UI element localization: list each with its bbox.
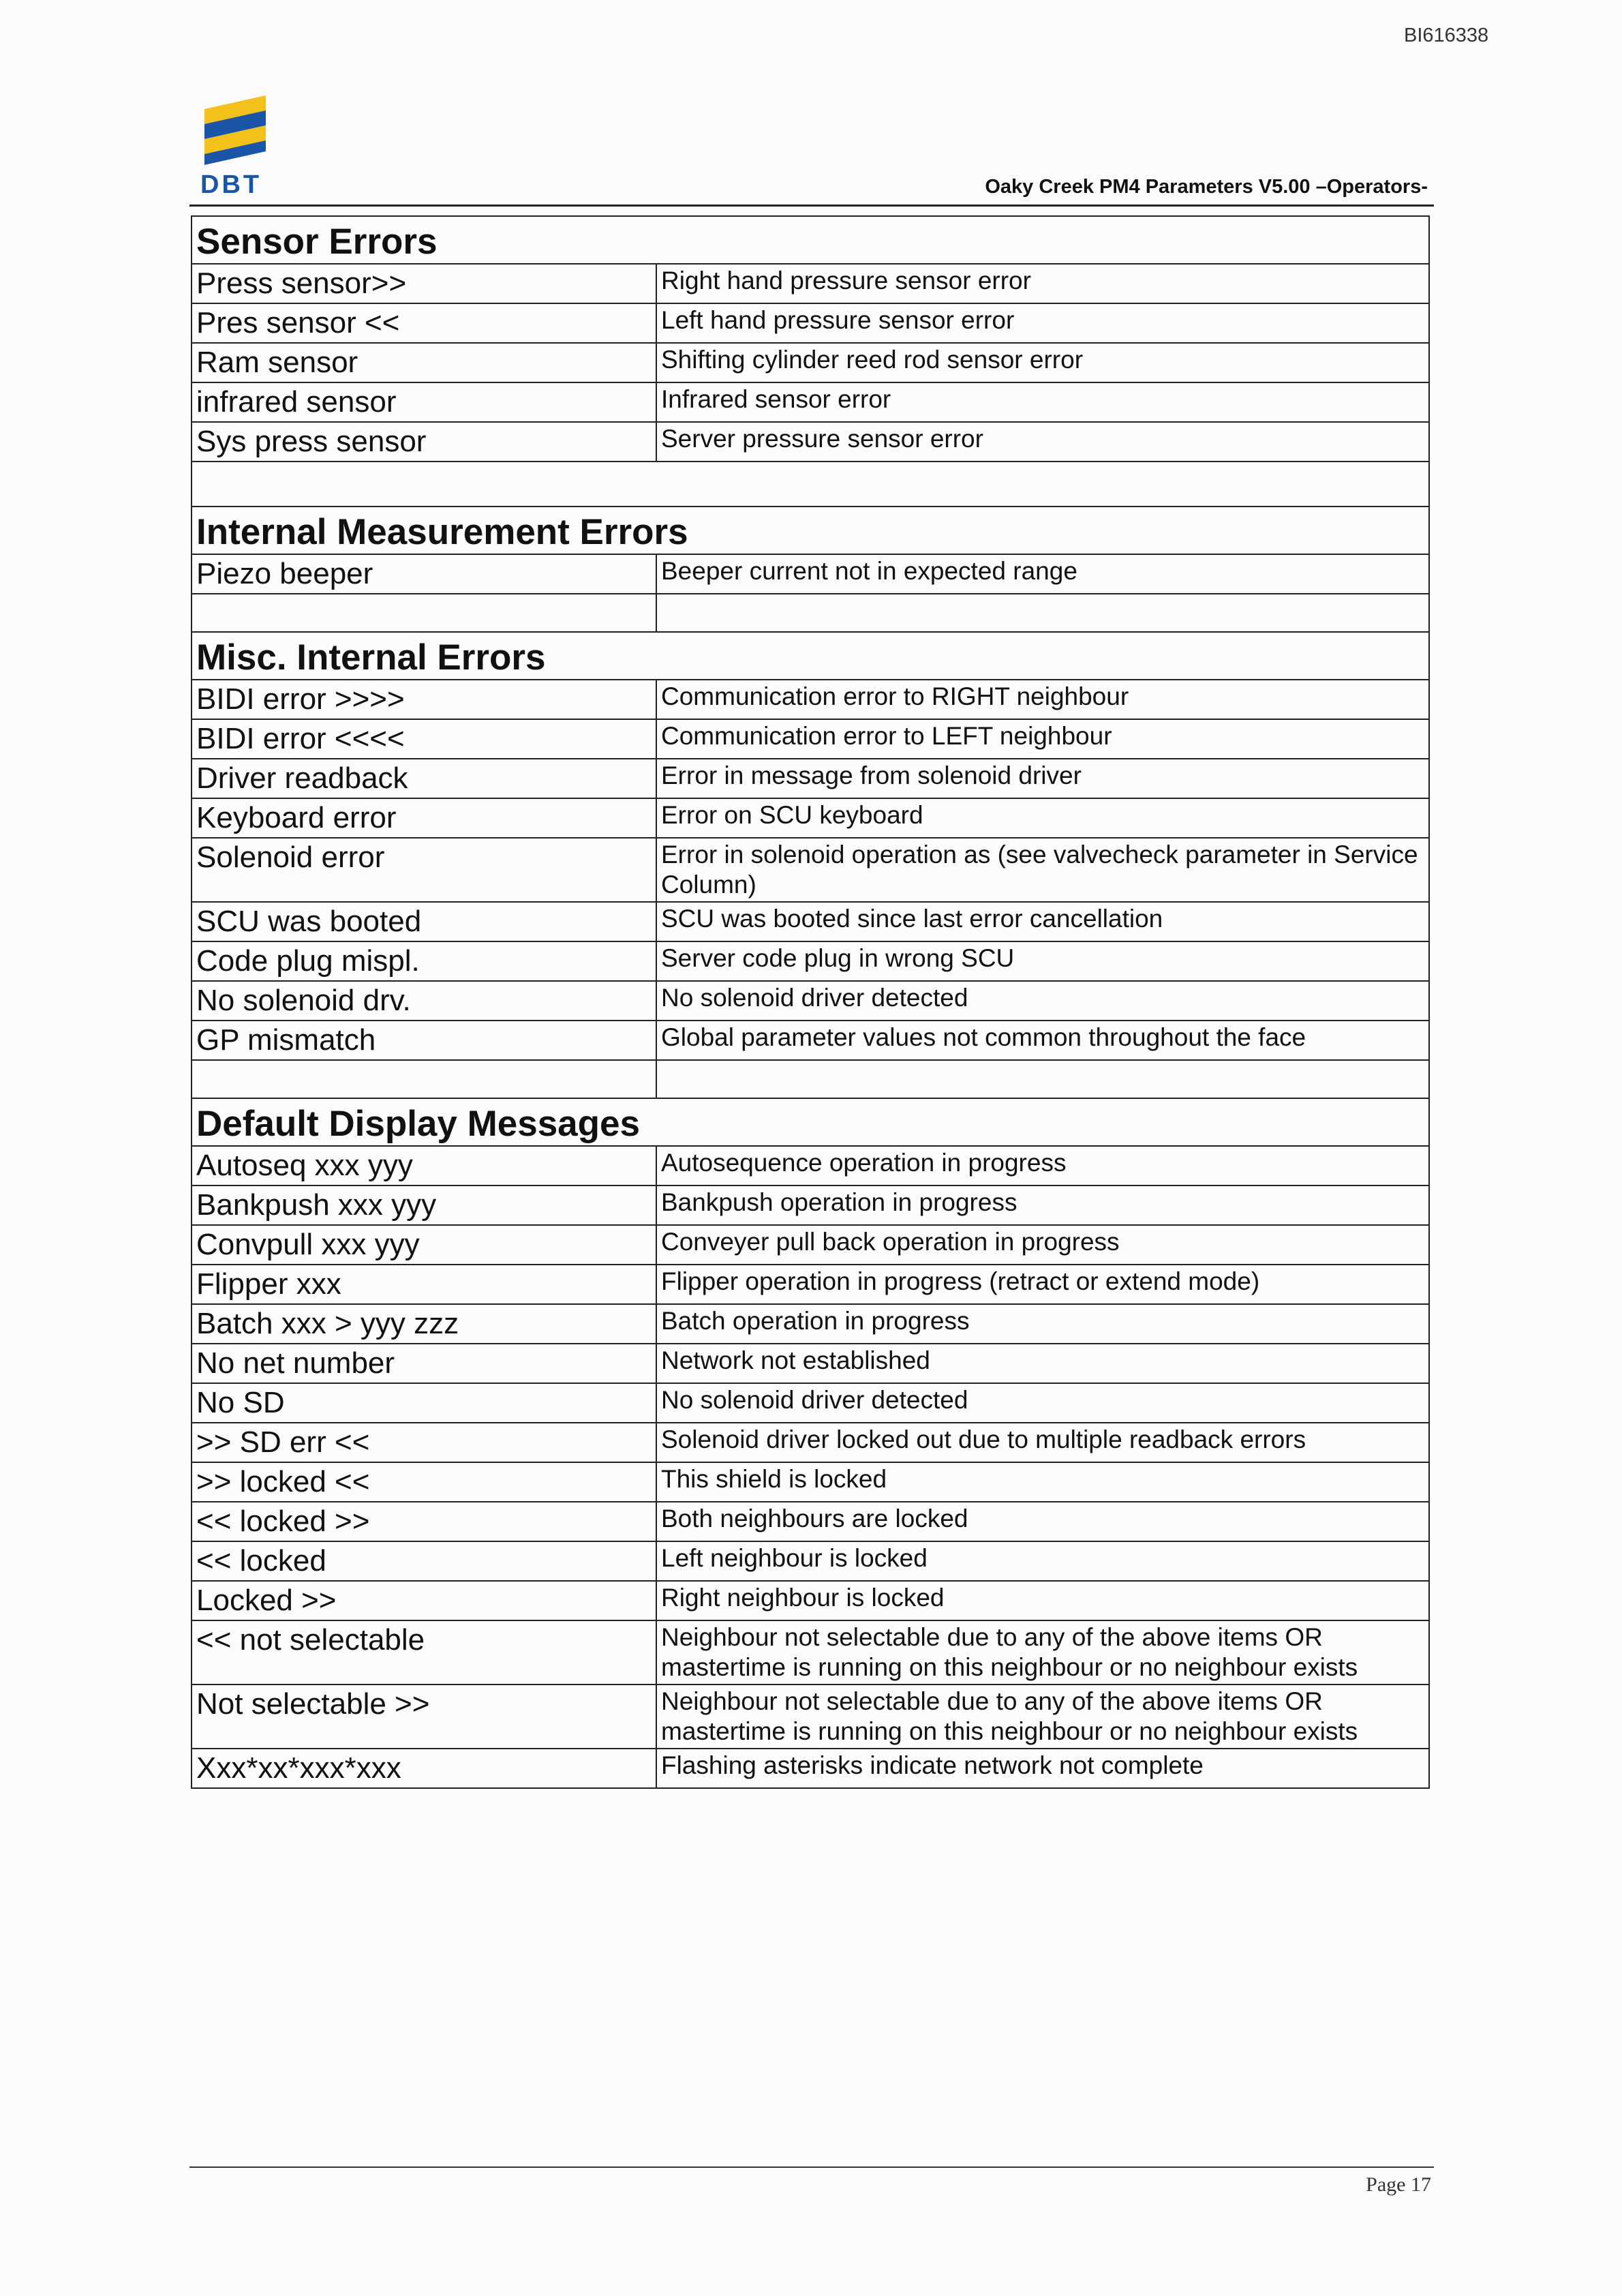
table-row bbox=[192, 1265, 1429, 1304]
message-description: Network not established bbox=[656, 1344, 1429, 1383]
message-description: Neighbour not selectable due to any of the above items OR mastertime is running on this neighbour or no neighbour exists bbox=[656, 1620, 1429, 1685]
message-description: Shifting cylinder reed rod sensor error bbox=[656, 343, 1429, 382]
message-key: Autoseq xxx yyy bbox=[192, 1146, 656, 1185]
table-row bbox=[192, 981, 1429, 1021]
message-key: << locked >> bbox=[192, 1502, 656, 1541]
spacer-row bbox=[192, 1060, 1429, 1098]
message-description: Error on SCU keyboard bbox=[656, 798, 1429, 838]
table-row bbox=[192, 1344, 1429, 1383]
message-description: Infrared sensor error bbox=[656, 382, 1429, 422]
message-description: No solenoid driver detected bbox=[656, 1383, 1429, 1423]
message-description: Communication error to RIGHT neighbour bbox=[656, 680, 1429, 719]
message-key: Flipper xxx bbox=[192, 1265, 656, 1304]
message-description: SCU was booted since last error cancellation bbox=[656, 902, 1429, 941]
message-key: SCU was booted bbox=[192, 902, 656, 941]
message-key: Code plug mispl. bbox=[192, 941, 656, 981]
message-key: Sys press sensor bbox=[192, 422, 656, 462]
message-description: Error in solenoid operation as (see valvecheck parameter in Service Column) bbox=[656, 838, 1429, 902]
section-title: Misc. Internal Errors bbox=[192, 632, 1429, 680]
spacer-cell bbox=[656, 1060, 1429, 1098]
message-description: Communication error to LEFT neighbour bbox=[656, 719, 1429, 759]
message-description: Bankpush operation in progress bbox=[656, 1185, 1429, 1225]
table-row bbox=[192, 343, 1429, 382]
table-row bbox=[192, 1146, 1429, 1185]
spacer-row bbox=[192, 594, 1429, 632]
table-row bbox=[192, 838, 1429, 902]
table-row bbox=[192, 1304, 1429, 1344]
section-header-row bbox=[192, 507, 1429, 554]
message-description: Server pressure sensor error bbox=[656, 422, 1429, 462]
table-row bbox=[192, 264, 1429, 303]
parameters-table bbox=[191, 215, 1430, 1789]
footer-rule bbox=[189, 2166, 1434, 2168]
table-row bbox=[192, 1620, 1429, 1685]
logo-text: DBT bbox=[200, 170, 262, 199]
message-key: Xxx*xx*xxx*xxx bbox=[192, 1749, 656, 1788]
spacer-cell bbox=[192, 1060, 656, 1098]
section-title: Internal Measurement Errors bbox=[192, 507, 1429, 554]
message-description: Right neighbour is locked bbox=[656, 1581, 1429, 1620]
message-description: Global parameter values not common throughout the face bbox=[656, 1021, 1429, 1060]
table-row bbox=[192, 554, 1429, 594]
message-description: Solenoid driver locked out due to multiple readback errors bbox=[656, 1423, 1429, 1462]
message-key: BIDI error <<<< bbox=[192, 719, 656, 759]
message-key: Batch xxx > yyy zzz bbox=[192, 1304, 656, 1344]
table-row bbox=[192, 1185, 1429, 1225]
table-row bbox=[192, 422, 1429, 462]
table-row bbox=[192, 1225, 1429, 1265]
table-row bbox=[192, 382, 1429, 422]
table-row bbox=[192, 798, 1429, 838]
spacer-cell bbox=[192, 462, 1429, 507]
table-row bbox=[192, 1021, 1429, 1060]
message-description: Flashing asterisks indicate network not complete bbox=[656, 1749, 1429, 1788]
section-header-row bbox=[192, 632, 1429, 680]
message-key: >> locked << bbox=[192, 1462, 656, 1502]
message-key: No SD bbox=[192, 1383, 656, 1423]
document-header: Oaky Creek PM4 Parameters V5.00 –Operators- bbox=[985, 176, 1428, 198]
message-key: << not selectable bbox=[192, 1620, 656, 1685]
spacer-row bbox=[192, 462, 1429, 507]
table-row bbox=[192, 1749, 1429, 1788]
message-description: Flipper operation in progress (retract or extend mode) bbox=[656, 1265, 1429, 1304]
page-number: Page 17 bbox=[1366, 2173, 1431, 2196]
document-id: BI616338 bbox=[1404, 25, 1489, 46]
table-row bbox=[192, 902, 1429, 941]
section-title: Default Display Messages bbox=[192, 1098, 1429, 1146]
table-row bbox=[192, 1502, 1429, 1541]
message-description: Batch operation in progress bbox=[656, 1304, 1429, 1344]
message-description: Both neighbours are locked bbox=[656, 1502, 1429, 1541]
table-row bbox=[192, 941, 1429, 981]
message-key: >> SD err << bbox=[192, 1423, 656, 1462]
message-key: Not selectable >> bbox=[192, 1685, 656, 1749]
message-key: Convpull xxx yyy bbox=[192, 1225, 656, 1265]
message-description: Error in message from solenoid driver bbox=[656, 759, 1429, 798]
spacer-cell bbox=[192, 594, 656, 632]
message-key: Pres sensor << bbox=[192, 303, 656, 343]
message-description: Autosequence operation in progress bbox=[656, 1146, 1429, 1185]
message-key: Driver readback bbox=[192, 759, 656, 798]
table-row bbox=[192, 759, 1429, 798]
message-key: Locked >> bbox=[192, 1581, 656, 1620]
message-key: Bankpush xxx yyy bbox=[192, 1185, 656, 1225]
message-description: Server code plug in wrong SCU bbox=[656, 941, 1429, 981]
section-header-row bbox=[192, 216, 1429, 264]
table-row bbox=[192, 719, 1429, 759]
message-key: << locked bbox=[192, 1541, 656, 1581]
dbt-logo bbox=[198, 95, 279, 205]
message-key: Keyboard error bbox=[192, 798, 656, 838]
table-row bbox=[192, 1383, 1429, 1423]
message-key: No net number bbox=[192, 1344, 656, 1383]
table-row bbox=[192, 680, 1429, 719]
message-description: Beeper current not in expected range bbox=[656, 554, 1429, 594]
message-key: BIDI error >>>> bbox=[192, 680, 656, 719]
table-row bbox=[192, 1423, 1429, 1462]
message-description: Right hand pressure sensor error bbox=[656, 264, 1429, 303]
message-description: This shield is locked bbox=[656, 1462, 1429, 1502]
message-description: No solenoid driver detected bbox=[656, 981, 1429, 1021]
message-description: Left hand pressure sensor error bbox=[656, 303, 1429, 343]
table-row bbox=[192, 303, 1429, 343]
message-key: infrared sensor bbox=[192, 382, 656, 422]
message-key: No solenoid drv. bbox=[192, 981, 656, 1021]
message-key: Ram sensor bbox=[192, 343, 656, 382]
spacer-cell bbox=[656, 594, 1429, 632]
message-description: Conveyer pull back operation in progress bbox=[656, 1225, 1429, 1265]
message-key: Piezo beeper bbox=[192, 554, 656, 594]
message-description: Neighbour not selectable due to any of the above items OR mastertime is running on this neighbour or no neighbour exists bbox=[656, 1685, 1429, 1749]
table-row bbox=[192, 1462, 1429, 1502]
message-key: Press sensor>> bbox=[192, 264, 656, 303]
message-description: Left neighbour is locked bbox=[656, 1541, 1429, 1581]
table-row bbox=[192, 1581, 1429, 1620]
logo-mark-icon bbox=[198, 95, 273, 167]
section-title: Sensor Errors bbox=[192, 216, 1429, 264]
message-key: GP mismatch bbox=[192, 1021, 656, 1060]
table-row bbox=[192, 1541, 1429, 1581]
header-rule bbox=[189, 205, 1434, 207]
message-key: Solenoid error bbox=[192, 838, 656, 902]
table-row bbox=[192, 1685, 1429, 1749]
section-header-row bbox=[192, 1098, 1429, 1146]
